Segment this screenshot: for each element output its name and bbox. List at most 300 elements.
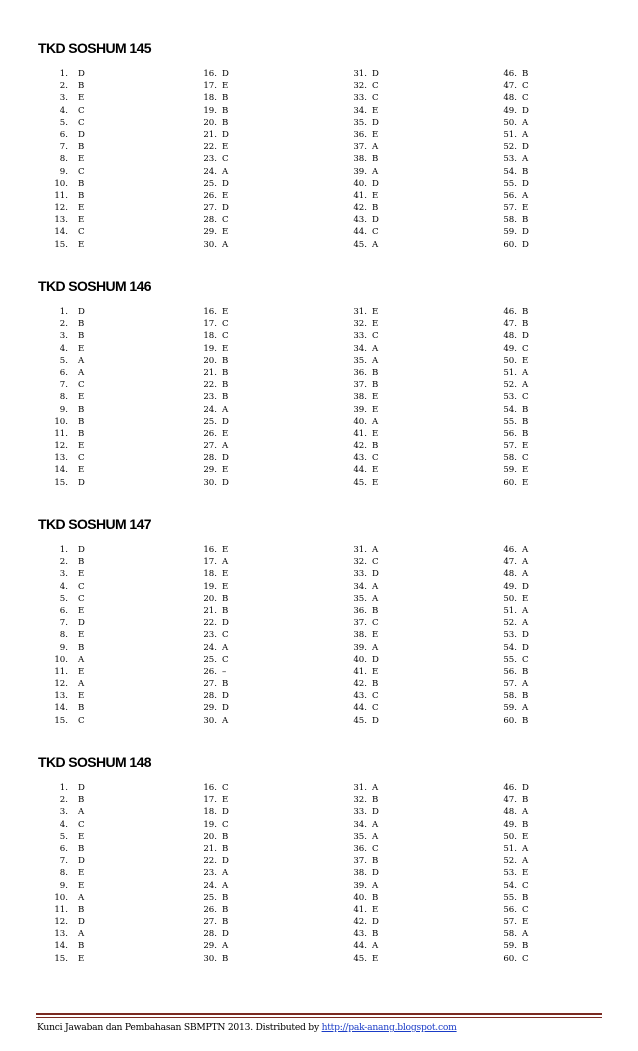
answer-letter: A bbox=[372, 142, 379, 153]
answer-row bbox=[490, 141, 529, 153]
answer-column bbox=[490, 544, 529, 727]
answer-letter: E bbox=[222, 545, 229, 555]
answer-row bbox=[190, 117, 229, 129]
answer-row bbox=[340, 654, 379, 666]
answer-letter: D bbox=[222, 807, 229, 818]
question-number: 7. bbox=[59, 142, 68, 153]
answer-letter: E bbox=[78, 154, 85, 165]
answer-column bbox=[190, 306, 229, 489]
answer-letter: E bbox=[372, 404, 379, 415]
answer-row bbox=[40, 702, 85, 714]
question-number: 13. bbox=[54, 691, 68, 702]
question-number: 6. bbox=[59, 129, 68, 140]
answer-letter: D bbox=[78, 545, 85, 555]
answer-row bbox=[340, 880, 379, 892]
answer-row bbox=[190, 190, 229, 202]
question-number: 40. bbox=[353, 178, 367, 189]
answer-row bbox=[340, 117, 379, 129]
answer-letter: E bbox=[222, 581, 229, 592]
question-number: 28. bbox=[203, 453, 217, 464]
question-number: 44. bbox=[353, 227, 367, 238]
answer-row bbox=[40, 239, 85, 251]
answer-row bbox=[40, 831, 85, 843]
answer-row bbox=[490, 593, 529, 605]
answer-row bbox=[490, 239, 529, 251]
answer-row bbox=[190, 678, 229, 690]
answer-letter: B bbox=[522, 69, 529, 79]
question-number: 1. bbox=[59, 69, 68, 79]
question-number: 11. bbox=[54, 666, 68, 677]
answer-letter: B bbox=[78, 904, 85, 915]
answer-letter: B bbox=[372, 856, 379, 867]
answer-row bbox=[40, 690, 85, 702]
answer-letter: A bbox=[78, 807, 85, 818]
answer-row bbox=[40, 605, 85, 617]
answer-row bbox=[190, 379, 229, 391]
answer-letter: A bbox=[372, 642, 379, 653]
question-number: 23. bbox=[203, 392, 217, 403]
answer-letter: D bbox=[222, 129, 229, 140]
answer-letter: E bbox=[522, 465, 529, 476]
question-number: 2. bbox=[59, 795, 68, 806]
answer-row bbox=[190, 581, 229, 593]
question-number: 11. bbox=[54, 428, 68, 439]
answer-letter: A bbox=[522, 367, 529, 378]
answer-row bbox=[190, 654, 229, 666]
answer-letter: D bbox=[522, 581, 529, 592]
question-number: 50. bbox=[503, 117, 517, 128]
answer-letter: A bbox=[222, 642, 229, 653]
answer-row bbox=[40, 477, 85, 489]
answer-row bbox=[490, 464, 529, 476]
question-number: 44. bbox=[353, 703, 367, 714]
question-number: 3. bbox=[59, 569, 68, 580]
question-number: 36. bbox=[353, 843, 367, 854]
question-number: 2. bbox=[59, 557, 68, 568]
answer-letter: A bbox=[522, 856, 529, 867]
answer-row bbox=[490, 544, 529, 556]
answer-letter: B bbox=[522, 795, 529, 806]
question-number: 53. bbox=[503, 154, 517, 165]
question-number: 31. bbox=[353, 783, 367, 793]
question-number: 51. bbox=[503, 843, 517, 854]
answer-letter: A bbox=[522, 380, 529, 391]
answer-row bbox=[40, 867, 85, 879]
answer-row bbox=[490, 666, 529, 678]
answer-letter: B bbox=[222, 904, 229, 915]
answer-row bbox=[190, 306, 229, 318]
answer-row bbox=[190, 843, 229, 855]
answer-letter: E bbox=[222, 307, 229, 317]
question-number: 12. bbox=[54, 441, 68, 452]
answer-row bbox=[40, 544, 85, 556]
answer-letter: A bbox=[522, 929, 529, 940]
answer-row bbox=[40, 880, 85, 892]
answer-letter: C bbox=[372, 453, 379, 464]
question-number: 35. bbox=[353, 593, 367, 604]
question-number: 13. bbox=[54, 453, 68, 464]
answer-letter: A bbox=[78, 892, 85, 903]
question-number: 57. bbox=[503, 203, 517, 214]
answer-letter: B bbox=[222, 117, 229, 128]
question-number: 31. bbox=[353, 545, 367, 555]
question-number: 10. bbox=[54, 892, 68, 903]
question-number: 16. bbox=[203, 69, 217, 79]
question-number: 20. bbox=[203, 831, 217, 842]
question-number: 41. bbox=[353, 666, 367, 677]
section-title: TKD SOSHUM 145 bbox=[38, 40, 151, 56]
question-number: 38. bbox=[353, 868, 367, 879]
question-number: 37. bbox=[353, 856, 367, 867]
answer-letter: B bbox=[222, 892, 229, 903]
answer-letter: A bbox=[222, 715, 229, 726]
question-number: 42. bbox=[353, 203, 367, 214]
answer-row bbox=[340, 953, 379, 965]
answer-row bbox=[490, 117, 529, 129]
answer-letter: D bbox=[78, 307, 85, 317]
answer-letter: A bbox=[372, 581, 379, 592]
question-number: 47. bbox=[503, 319, 517, 330]
question-number: 48. bbox=[503, 569, 517, 580]
answer-letter: C bbox=[372, 691, 379, 702]
question-number: 12. bbox=[54, 203, 68, 214]
answer-letter: C bbox=[222, 215, 229, 226]
answer-letter: B bbox=[78, 81, 85, 92]
answer-letter: E bbox=[78, 630, 85, 641]
answer-row bbox=[190, 355, 229, 367]
answer-row bbox=[490, 367, 529, 379]
answer-row bbox=[340, 391, 379, 403]
answer-letter: D bbox=[372, 569, 379, 580]
question-number: 29. bbox=[203, 941, 217, 952]
answer-letter: A bbox=[222, 868, 229, 879]
answer-letter: D bbox=[372, 715, 379, 726]
question-number: 58. bbox=[503, 929, 517, 940]
answer-row bbox=[40, 940, 85, 952]
answer-row bbox=[490, 330, 529, 342]
answer-letter: A bbox=[522, 569, 529, 580]
answer-row bbox=[490, 214, 529, 226]
answer-letter: C bbox=[522, 392, 529, 403]
answer-letter: D bbox=[222, 929, 229, 940]
answer-column bbox=[40, 68, 85, 251]
question-number: 18. bbox=[203, 807, 217, 818]
answer-row bbox=[340, 355, 379, 367]
answer-row bbox=[40, 306, 85, 318]
question-number: 31. bbox=[353, 307, 367, 317]
answer-letter: C bbox=[522, 953, 529, 964]
question-number: 46. bbox=[503, 545, 517, 555]
answer-row bbox=[490, 190, 529, 202]
question-number: 5. bbox=[59, 831, 68, 842]
answer-row bbox=[40, 678, 85, 690]
answer-letter: C bbox=[222, 783, 229, 793]
question-number: 10. bbox=[54, 416, 68, 427]
answer-row bbox=[340, 330, 379, 342]
answer-row bbox=[190, 68, 229, 80]
answer-row bbox=[190, 92, 229, 104]
question-number: 45. bbox=[353, 477, 367, 488]
answer-row bbox=[40, 593, 85, 605]
answer-letter: E bbox=[78, 666, 85, 677]
question-number: 42. bbox=[353, 917, 367, 928]
question-number: 20. bbox=[203, 593, 217, 604]
answer-letter: B bbox=[78, 319, 85, 330]
answer-letter: D bbox=[372, 917, 379, 928]
answer-letter: C bbox=[78, 105, 85, 116]
answer-row bbox=[340, 831, 379, 843]
answer-row bbox=[340, 678, 379, 690]
question-number: 13. bbox=[54, 215, 68, 226]
answer-letter: A bbox=[222, 941, 229, 952]
answer-row bbox=[340, 190, 379, 202]
section-title: TKD SOSHUM 147 bbox=[38, 516, 151, 532]
question-number: 60. bbox=[503, 953, 517, 964]
answer-letter: E bbox=[78, 215, 85, 226]
answer-row bbox=[40, 617, 85, 629]
question-number: 18. bbox=[203, 93, 217, 104]
question-number: 21. bbox=[203, 843, 217, 854]
answer-row bbox=[340, 581, 379, 593]
answer-row bbox=[340, 477, 379, 489]
question-number: 23. bbox=[203, 154, 217, 165]
answer-letter: B bbox=[522, 428, 529, 439]
answer-letter: E bbox=[372, 666, 379, 677]
answer-row bbox=[490, 617, 529, 629]
question-number: 40. bbox=[353, 654, 367, 665]
question-number: 56. bbox=[503, 190, 517, 201]
answer-letter: B bbox=[78, 142, 85, 153]
answer-letter: D bbox=[372, 69, 379, 79]
question-number: 48. bbox=[503, 93, 517, 104]
question-number: 41. bbox=[353, 428, 367, 439]
answer-row bbox=[40, 153, 85, 165]
answer-letter: B bbox=[222, 917, 229, 928]
answer-row bbox=[40, 404, 85, 416]
question-number: 37. bbox=[353, 618, 367, 629]
answer-letter: C bbox=[372, 93, 379, 104]
answer-letter: E bbox=[522, 441, 529, 452]
footer-rule-thick bbox=[36, 1013, 602, 1015]
answer-row bbox=[490, 678, 529, 690]
answer-row bbox=[490, 794, 529, 806]
answer-row bbox=[340, 141, 379, 153]
answer-row bbox=[490, 166, 529, 178]
question-number: 27. bbox=[203, 203, 217, 214]
question-number: 21. bbox=[203, 129, 217, 140]
answer-row bbox=[490, 806, 529, 818]
question-number: 11. bbox=[54, 190, 68, 201]
answer-letter: E bbox=[78, 691, 85, 702]
answer-letter: C bbox=[522, 93, 529, 104]
answer-row bbox=[190, 568, 229, 580]
answer-letter: D bbox=[222, 477, 229, 488]
answer-row bbox=[340, 226, 379, 238]
answer-row bbox=[190, 477, 229, 489]
answer-letter: C bbox=[78, 166, 85, 177]
answer-letter: C bbox=[222, 654, 229, 665]
answer-letter: E bbox=[372, 428, 379, 439]
question-number: 25. bbox=[203, 892, 217, 903]
answer-letter: E bbox=[372, 129, 379, 140]
question-number: 35. bbox=[353, 117, 367, 128]
question-number: 44. bbox=[353, 941, 367, 952]
answer-row bbox=[340, 80, 379, 92]
answer-letter: C bbox=[78, 819, 85, 830]
question-number: 31. bbox=[353, 69, 367, 79]
answer-row bbox=[490, 428, 529, 440]
answer-letter: E bbox=[222, 465, 229, 476]
answer-row bbox=[40, 117, 85, 129]
answer-letter: B bbox=[522, 307, 529, 317]
footer-link[interactable]: http://pak-anang.blogspot.com bbox=[321, 1022, 457, 1033]
question-number: 32. bbox=[353, 319, 367, 330]
question-number: 20. bbox=[203, 355, 217, 366]
question-number: 12. bbox=[54, 679, 68, 690]
answer-letter: D bbox=[222, 856, 229, 867]
answer-letter: A bbox=[522, 129, 529, 140]
question-number: 12. bbox=[54, 917, 68, 928]
question-number: 55. bbox=[503, 416, 517, 427]
answer-row bbox=[340, 239, 379, 251]
answer-column bbox=[190, 782, 229, 965]
answer-column bbox=[40, 306, 85, 489]
answer-letter: B bbox=[222, 831, 229, 842]
question-number: 33. bbox=[353, 331, 367, 342]
question-number: 52. bbox=[503, 856, 517, 867]
answer-letter: D bbox=[222, 203, 229, 214]
answer-column bbox=[490, 68, 529, 251]
question-number: 54. bbox=[503, 880, 517, 891]
answer-row bbox=[40, 904, 85, 916]
section-title: TKD SOSHUM 148 bbox=[38, 754, 151, 770]
answer-row bbox=[490, 92, 529, 104]
answer-letter: C bbox=[222, 154, 229, 165]
answer-row bbox=[490, 855, 529, 867]
answer-row bbox=[190, 141, 229, 153]
answer-letter: E bbox=[222, 81, 229, 92]
question-number: 59. bbox=[503, 703, 517, 714]
answer-column bbox=[40, 544, 85, 727]
answer-letter: E bbox=[372, 904, 379, 915]
answer-letter: B bbox=[522, 892, 529, 903]
answer-letter: C bbox=[522, 904, 529, 915]
question-number: 32. bbox=[353, 81, 367, 92]
question-number: 19. bbox=[203, 343, 217, 354]
answer-row bbox=[490, 581, 529, 593]
answer-row bbox=[340, 464, 379, 476]
answer-letter: B bbox=[78, 941, 85, 952]
answer-row bbox=[40, 452, 85, 464]
answer-row bbox=[190, 794, 229, 806]
answer-row bbox=[340, 867, 379, 879]
footer-text: Kunci Jawaban dan Pembahasan SBMPTN 2013. Distributed by bbox=[37, 1022, 322, 1033]
answer-letter: D bbox=[78, 129, 85, 140]
answer-letter: C bbox=[222, 630, 229, 641]
question-number: 37. bbox=[353, 142, 367, 153]
answer-row bbox=[340, 855, 379, 867]
answer-row bbox=[40, 666, 85, 678]
answer-letter: E bbox=[222, 343, 229, 354]
answer-letter: B bbox=[222, 105, 229, 116]
question-number: 38. bbox=[353, 392, 367, 403]
answer-row bbox=[490, 642, 529, 654]
answer-letter: E bbox=[222, 569, 229, 580]
answer-letter: D bbox=[78, 69, 85, 79]
question-number: 45. bbox=[353, 715, 367, 726]
answer-row bbox=[40, 782, 85, 794]
question-number: 8. bbox=[59, 868, 68, 879]
question-number: 26. bbox=[203, 904, 217, 915]
answer-letter: B bbox=[78, 404, 85, 415]
answer-letter: A bbox=[78, 929, 85, 940]
answer-column bbox=[190, 68, 229, 251]
answer-letter: B bbox=[78, 557, 85, 568]
question-number: 56. bbox=[503, 428, 517, 439]
answer-letter: C bbox=[522, 81, 529, 92]
answer-letter: D bbox=[522, 630, 529, 641]
answer-letter: E bbox=[372, 477, 379, 488]
answer-letter: A bbox=[78, 367, 85, 378]
answer-letter: D bbox=[222, 178, 229, 189]
answer-letter: C bbox=[522, 453, 529, 464]
question-number: 25. bbox=[203, 178, 217, 189]
answer-row bbox=[190, 80, 229, 92]
question-number: 48. bbox=[503, 331, 517, 342]
answer-row bbox=[340, 92, 379, 104]
answer-row bbox=[40, 105, 85, 117]
answer-letter: E bbox=[372, 953, 379, 964]
answer-row bbox=[40, 92, 85, 104]
answer-letter: C bbox=[78, 453, 85, 464]
question-number: 38. bbox=[353, 630, 367, 641]
question-number: 41. bbox=[353, 190, 367, 201]
answer-letter: D bbox=[522, 642, 529, 653]
answer-row bbox=[190, 904, 229, 916]
question-number: 39. bbox=[353, 880, 367, 891]
answer-letter: C bbox=[222, 319, 229, 330]
question-number: 10. bbox=[54, 178, 68, 189]
answer-row bbox=[40, 843, 85, 855]
answer-letter: D bbox=[222, 691, 229, 702]
question-number: 49. bbox=[503, 105, 517, 116]
answer-row bbox=[40, 416, 85, 428]
answer-row bbox=[190, 819, 229, 831]
answer-row bbox=[40, 178, 85, 190]
question-number: 24. bbox=[203, 404, 217, 415]
answer-letter: D bbox=[522, 142, 529, 153]
answer-letter: B bbox=[222, 843, 229, 854]
answer-row bbox=[340, 819, 379, 831]
question-number: 43. bbox=[353, 691, 367, 702]
answer-row bbox=[40, 464, 85, 476]
question-number: 21. bbox=[203, 605, 217, 616]
answer-letter: E bbox=[522, 831, 529, 842]
answer-letter: A bbox=[522, 703, 529, 714]
question-number: 58. bbox=[503, 453, 517, 464]
question-number: 9. bbox=[59, 880, 68, 891]
question-number: 32. bbox=[353, 557, 367, 568]
answer-letter: E bbox=[78, 392, 85, 403]
answer-letter: E bbox=[222, 227, 229, 238]
answer-row bbox=[490, 953, 529, 965]
answer-letter: E bbox=[78, 569, 85, 580]
question-number: 3. bbox=[59, 93, 68, 104]
answer-row bbox=[190, 556, 229, 568]
answer-row bbox=[190, 593, 229, 605]
question-number: 15. bbox=[54, 239, 68, 250]
answer-letter: C bbox=[372, 227, 379, 238]
